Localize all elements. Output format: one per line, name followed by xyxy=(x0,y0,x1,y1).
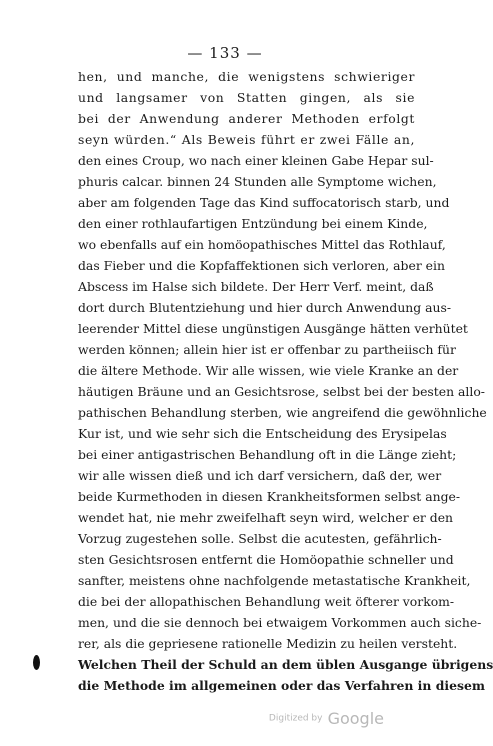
text-line: wendet hat, nie mehr zweifelhaft seyn wird, welcher er den xyxy=(78,510,454,525)
text-line: die ältere Methode. Wir alle wissen, wie viele Kranke an der xyxy=(78,363,459,378)
text-line: bei der Anwendung anderer Methoden erfolgt xyxy=(78,111,415,126)
text-line: pathischen Behandlung sterben, wie angreifend die gewöhnliche xyxy=(78,405,487,420)
text-line: den einer rothlaufartigen Entzündung bei einem Kinde, xyxy=(78,216,428,231)
text-line: den eines Croup, wo nach einer kleinen Gabe Hepar sul- xyxy=(78,153,434,168)
text-line: und langsamer von Statten gingen, als sie xyxy=(78,90,415,105)
text-line: seyn würden.“ Als Beweis führt er zwei Fälle an, xyxy=(78,132,415,147)
text-line: Abscess im Halse sich bildete. Der Herr Verf. meint, daß xyxy=(78,279,434,294)
text-line: leerender Mittel diese ungünstigen Ausgänge hätten verhütet xyxy=(78,321,468,336)
text-line: wo ebenfalls auf ein homöopathisches Mittel das Rothlauf, xyxy=(78,237,446,252)
text-line: die bei der allopathischen Behandlung weit öfterer vorkom- xyxy=(78,594,455,609)
digitization-watermark xyxy=(269,708,384,728)
body-text xyxy=(78,66,493,696)
text-line: Kur ist, und wie sehr sich die Entscheidung des Erysipelas xyxy=(78,426,447,441)
text-line: häutigen Bräune und an Gesichtsrose, selbst bei der besten allo- xyxy=(78,384,485,399)
text-line: rer, als die gepriesene rationelle Medizin zu heilen versteht. xyxy=(78,636,458,651)
text-line: bei einer antigastrischen Behandlung oft in die Länge zieht; xyxy=(78,447,457,462)
text-line: Welchen Theil der Schuld an dem üblen Ausgange übrigens xyxy=(78,657,493,672)
watermark-prefix: Digitized by xyxy=(268,713,323,724)
text-line: beide Kurmethoden in diesen Krankheitsformen selbst ange- xyxy=(78,489,461,504)
text-line: aber am folgenden Tage das Kind suffocatorisch starb, und xyxy=(78,195,450,210)
text-line: die Methode im allgemeinen oder das Verfahren in diesem xyxy=(78,678,485,693)
google-logo: Google xyxy=(327,709,384,728)
text-line: das Fieber und die Kopfaffektionen sich verloren, aber ein xyxy=(78,258,445,273)
text-line: sten Gesichtsrosen entfernt die Homöopathie schneller und xyxy=(78,552,454,567)
page-number: — 133 — xyxy=(187,44,263,62)
text-line: wir alle wissen dieß und ich darf versichern, daß der, wer xyxy=(78,468,442,483)
text-line: Vorzug zugestehen solle. Selbst die acutesten, gefährlich- xyxy=(78,531,442,546)
text-line: phuris calcar. binnen 24 Stunden alle Symptome wichen, xyxy=(78,174,437,189)
text-line: men, und die sie dennoch bei etwaigem Vorkommen auch siche- xyxy=(78,615,482,630)
ink-blot-mark xyxy=(33,655,40,670)
text-line: sanfter, meistens ohne nachfolgende metastatische Krankheit, xyxy=(78,573,471,588)
text-line: hen, und manche, die wenigstens schwieriger xyxy=(78,69,415,84)
text-line: werden können; allein hier ist er offenbar zu partheiisch für xyxy=(78,342,456,357)
text-line: dort durch Blutentziehung und hier durch Anwendung aus- xyxy=(78,300,452,315)
